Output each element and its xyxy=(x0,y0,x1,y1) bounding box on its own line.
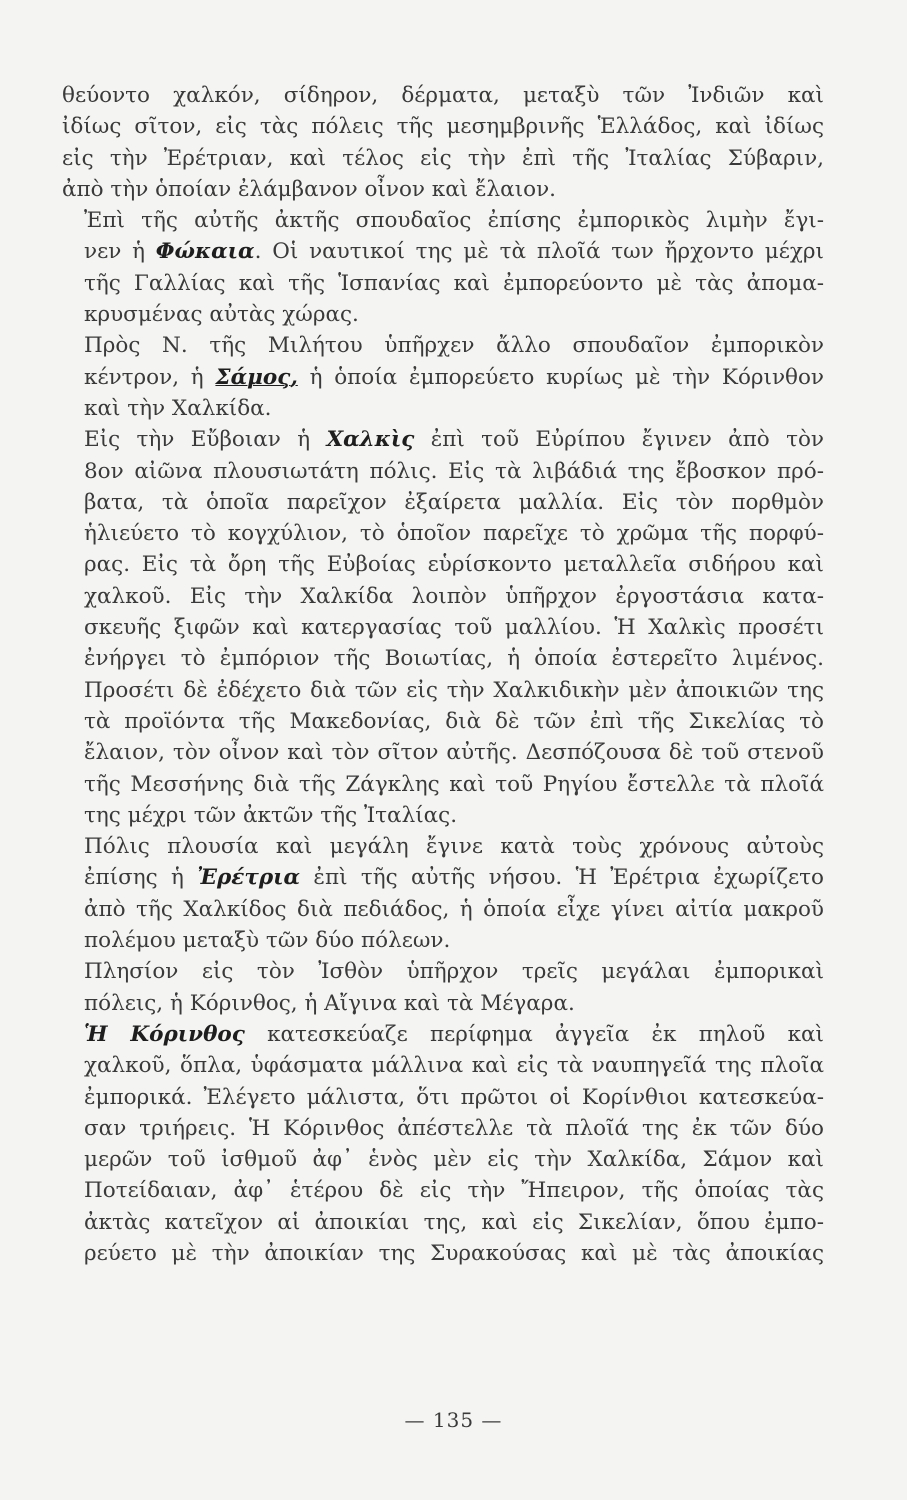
text-line xyxy=(62,1019,824,1050)
text-segment: Προσέτι δὲ ἐδέχετο διὰ τῶν εἰς τὴν Χαλκιδικὴν μὲν ἀποικιῶν της xyxy=(84,677,824,703)
text-segment: ἐπὶ τῆς αὐτῆς νήσου. Ἡ Ἐρέτρια ἐχωρίζετο xyxy=(300,865,824,891)
emphasized-place-name: Ἡ Κόρινθος xyxy=(84,1021,245,1047)
text-segment: νεν ἡ xyxy=(84,239,156,265)
text-segment: ἐμπορικά. Ἐλέγετο μάλιστα, ὅτι πρῶτοι οἱ Κορίνθιοι κατεσκεύα- xyxy=(84,1084,824,1110)
text-segment: ἐπὶ τοῦ Εὐρίπου ἔγινεν ἀπὸ τὸν xyxy=(414,427,825,453)
text-line xyxy=(62,581,824,612)
text-segment: Πρὸς Ν. τῆς Μιλήτου ὑπῆρχεν ἄλλο σπουδαῖον ἐμπορικὸν xyxy=(84,333,824,359)
text-line xyxy=(62,487,824,518)
text-line xyxy=(62,205,824,236)
text-segment: ἰδίως σῖτον, εἰς τὰς πόλεις τῆς μεσημβρινῆς Ἑλλάδος, καὶ ἰδίως xyxy=(62,114,824,140)
text-segment: σαν τριήρεις. Ἡ Κόρινθος ἀπέστελλε τὰ πλοῖά της ἐκ τῶν δύο xyxy=(84,1115,824,1141)
text-segment: τῆς Γαλλίας καὶ τῆς Ἱσπανίας καὶ ἐμπορεύοντο μὲ τὰς ἀπομα- xyxy=(84,270,824,296)
emphasized-place-name: Φώκαια xyxy=(155,239,255,265)
text-segment: ἀπὸ τῆς Χαλκίδος διὰ πεδιάδος, ἡ ὁποία εἶχε γίνει αἰτία μακροῦ xyxy=(84,896,824,922)
text-line xyxy=(62,549,824,580)
text-line xyxy=(62,612,824,643)
text-segment: μερῶν τοῦ ἰσθμοῦ ἀφ᾽ ἑνὸς μὲν εἰς τὴν Χαλκίδα, Σάμον καὶ xyxy=(84,1147,824,1173)
text-line xyxy=(62,831,824,862)
text-line xyxy=(62,424,824,455)
text-line xyxy=(62,675,824,706)
text-segment: . Οἱ ναυτικοί της μὲ τὰ πλοῖά των ἤρχοντο μέχρι xyxy=(254,239,824,265)
text-segment: χαλκοῦ. Εἰς τὴν Χαλκίδα λοιπὸν ὑπῆρχον ἐργοστάσια κατα- xyxy=(84,583,824,609)
text-segment: χαλκοῦ, ὅπλα, ὑφάσματα μάλλινα καὶ εἰς τὰ ναυπηγεῖά της πλοῖα xyxy=(84,1053,824,1079)
text-segment: Πόλις πλουσία καὶ μεγάλη ἔγινε κατὰ τοὺς χρόνους αὐτοὺς xyxy=(84,834,824,860)
paragraph xyxy=(62,424,824,831)
text-line xyxy=(62,80,824,111)
text-segment: ρας. Εἰς τὰ ὄρη τῆς Εὐβοίας εὑρίσκοντο μεταλλεῖα σιδήρου καὶ xyxy=(84,552,824,578)
text-segment: τῆς Μεσσήνης διὰ τῆς Ζάγκλης καὶ τοῦ Ρηγίου ἔστελλε τὰ πλοῖά xyxy=(84,771,824,797)
text-segment: πολέμου μεταξὺ τῶν δύο πόλεων. xyxy=(84,928,451,954)
text-line xyxy=(62,1175,824,1206)
paragraph xyxy=(62,956,824,1019)
text-line xyxy=(62,1238,824,1269)
text-line xyxy=(62,1050,824,1081)
text-segment: καὶ τὴν Χαλκίδα. xyxy=(84,395,272,421)
text-line xyxy=(62,330,824,361)
paragraph xyxy=(62,1019,824,1269)
emphasized-place-name: Χαλκὶς xyxy=(326,427,415,453)
emphasized-place-name: Σάμος, xyxy=(215,364,298,390)
text-segment: ἀκτὰς κατεῖχον αἱ ἀποικίαι της, καὶ εἰς Σικελίαν, ὅπου ἐμπο- xyxy=(84,1209,824,1235)
text-line xyxy=(62,925,824,956)
text-line xyxy=(62,111,824,142)
text-segment: Εἰς τὴν Εὔβοιαν ἡ xyxy=(84,427,327,453)
text-line xyxy=(62,1207,824,1238)
text-line xyxy=(62,894,824,925)
paragraph xyxy=(62,205,824,330)
text-line xyxy=(62,800,824,831)
text-segment: 8ον αἰῶνα πλουσιωτάτη πόλις. Εἰς τὰ λιβάδιά της ἔβοσκον πρό- xyxy=(84,458,824,484)
text-segment: Πλησίον εἰς τὸν Ἰσθὸν ὑπῆρχον τρεῖς μεγάλαι ἐμπορικαὶ xyxy=(84,959,824,985)
text-segment: κρυσμένας αὐτὰς χώρας. xyxy=(84,302,359,328)
text-line xyxy=(62,143,824,174)
text-line xyxy=(62,643,824,674)
text-segment: Ἐπὶ τῆς αὐτῆς ἀκτῆς σπουδαῖος ἐπίσης ἐμπορικὸς λιμὴν ἔγι- xyxy=(84,208,824,234)
text-line xyxy=(62,737,824,768)
text-line xyxy=(62,1082,824,1113)
text-line xyxy=(62,956,824,987)
text-segment: βατα, τὰ ὁποῖα παρεῖχον ἐξαίρετα μαλλία. Εἰς τὸν πορθμὸν xyxy=(84,489,824,515)
text-line xyxy=(62,268,824,299)
text-line xyxy=(62,862,824,893)
text-segment: ἐπίσης ἡ xyxy=(84,865,198,891)
page-number: — 135 — xyxy=(404,1408,503,1432)
text-line xyxy=(62,518,824,549)
text-segment: ἐνήργει τὸ ἐμπόριον τῆς Βοιωτίας, ἡ ὁποία ἐστερεῖτο λιμένος. xyxy=(84,646,824,672)
text-segment: εἰς τὴν Ἐρέτριαν, καὶ τέλος εἰς τὴν ἐπὶ τῆς Ἰταλίας Σύβαριν, xyxy=(62,145,824,171)
text-segment: της μέχρι τῶν ἀκτῶν τῆς Ἰταλίας. xyxy=(84,802,458,828)
text-segment: ἡλιεύετο τὸ κογχύλιον, τὸ ὁποῖον παρεῖχε τὸ χρῶμα τῆς πορφύ- xyxy=(84,521,824,547)
text-line xyxy=(62,988,824,1019)
text-line xyxy=(62,1113,824,1144)
document-body xyxy=(62,80,824,1269)
text-segment: σκευῆς ξιφῶν καὶ κατεργασίας τοῦ μαλλίου. Ἡ Χαλκὶς προσέτι xyxy=(84,615,824,641)
text-line xyxy=(62,706,824,737)
emphasized-place-name: Ἐρέτρια xyxy=(197,865,301,891)
text-segment: ἀπὸ τὴν ὁποίαν ἐλάμβανον οἶνον καὶ ἔλαιον. xyxy=(62,176,556,202)
paragraph xyxy=(62,330,824,424)
text-segment: Ποτείδαιαν, ἀφ᾽ ἑτέρου δὲ εἰς τὴν Ἤπειρον, τῆς ὁποίας τὰς xyxy=(84,1178,824,1204)
text-segment: ρεύετο μὲ τὴν ἀποικίαν της Συρακούσας καὶ μὲ τὰς ἀποικίας xyxy=(84,1240,824,1266)
text-segment: κέντρον, ἡ xyxy=(84,364,216,390)
text-line xyxy=(62,456,824,487)
text-line xyxy=(62,393,824,424)
paragraph xyxy=(62,831,824,956)
text-segment: ἔλαιον, τὸν οἶνον καὶ τὸν σῖτον αὐτῆς. Δεσπόζουσα δὲ τοῦ στενοῦ xyxy=(84,740,824,766)
text-line xyxy=(62,236,824,267)
text-line xyxy=(62,362,824,393)
text-segment: τὰ προϊόντα τῆς Μακεδονίας, διὰ δὲ τῶν ἐπὶ τῆς Σικελίας τὸ xyxy=(84,708,824,734)
text-segment: ἡ ὁποία ἐμπορεύετο κυρίως μὲ τὴν Κόρινθον xyxy=(297,364,824,390)
text-segment: πόλεις, ἡ Κόρινθος, ἡ Αἴγινα καὶ τὰ Μέγαρα. xyxy=(84,990,575,1016)
text-segment: κατεσκεύαζε περίφημα ἀγγεῖα ἐκ πηλοῦ καὶ xyxy=(244,1021,824,1047)
paragraph xyxy=(62,80,824,205)
text-line xyxy=(62,1144,824,1175)
text-line xyxy=(62,769,824,800)
text-line xyxy=(62,174,824,205)
text-segment: θεύοντο χαλκόν, σίδηρον, δέρματα, μεταξὺ τῶν Ἰνδιῶν καὶ xyxy=(62,83,824,108)
text-line xyxy=(62,299,824,330)
